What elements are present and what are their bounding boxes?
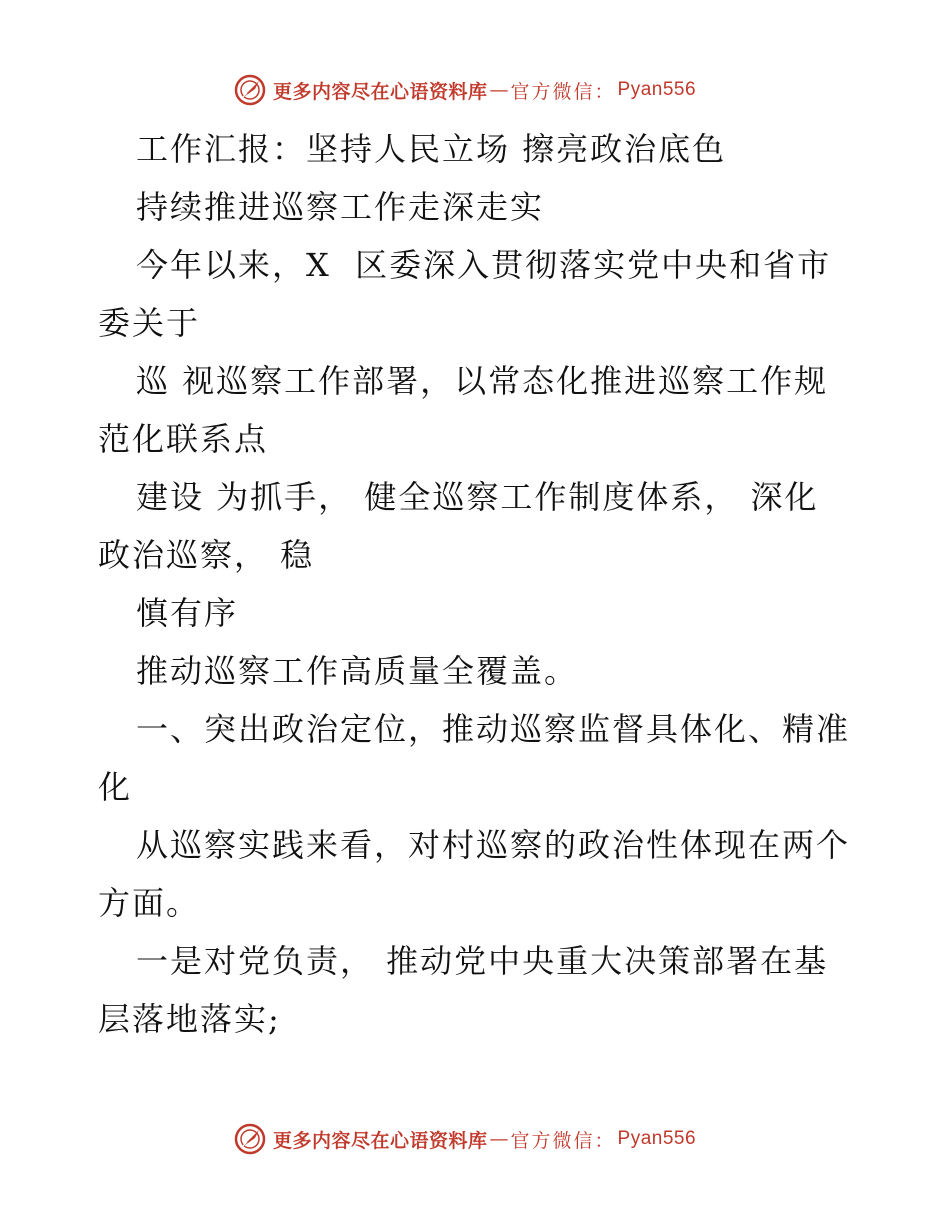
body-line: 政治巡察， 稳 [98,536,315,574]
watermark-id: Pyan556 [617,79,697,100]
body-line: 方面。 [98,884,201,922]
watermark-dash: — [489,79,509,101]
body-line: 从巡察实践来看，对村巡察的政治性体现在两个 [136,826,851,864]
body-line: 化 [98,768,133,806]
watermark-brand: 更多内容尽在心语资料库 [273,1129,488,1152]
body-line: 一是对党负责， 推动党中央重大决策部署在基 [136,942,829,980]
body-line: 委关于 [98,304,201,342]
watermark-sub: 官方微信： [510,80,616,103]
watermark-sub: 官方微信： [510,1129,616,1152]
document-body [98,120,858,1048]
body-line: 层落地落实; [98,1000,281,1038]
body-line: 持续推进巡察工作走深走实 [136,188,545,226]
body-line: 范化联系点 [98,420,269,458]
footer-watermark [233,1119,733,1159]
watermark-brand: 更多内容尽在心语资料库 [273,80,488,103]
body-line: 建设 为抓手， 健全巡察工作制度体系， 深化 [136,478,819,516]
quill-logo-icon [233,73,267,107]
quill-logo-icon [233,1122,267,1156]
watermark-id: Pyan556 [617,1128,697,1149]
body-line: 今年以来，X 区委深入贯彻落实党中央和省市 [136,246,832,284]
body-line: 工作汇报：坚持人民立场 擦亮政治底色 [136,130,727,168]
body-line: 慎有序 [136,594,239,632]
body-line: 巡 视巡察工作部署，以常态化推进巡察工作规 [136,362,829,400]
section-heading: 一、突出政治定位，推动巡察监督具体化、精准 [136,710,851,748]
header-watermark [233,70,733,110]
watermark-dash: — [489,1128,509,1150]
body-line: 推动巡察工作高质量全覆盖。 [136,652,579,690]
